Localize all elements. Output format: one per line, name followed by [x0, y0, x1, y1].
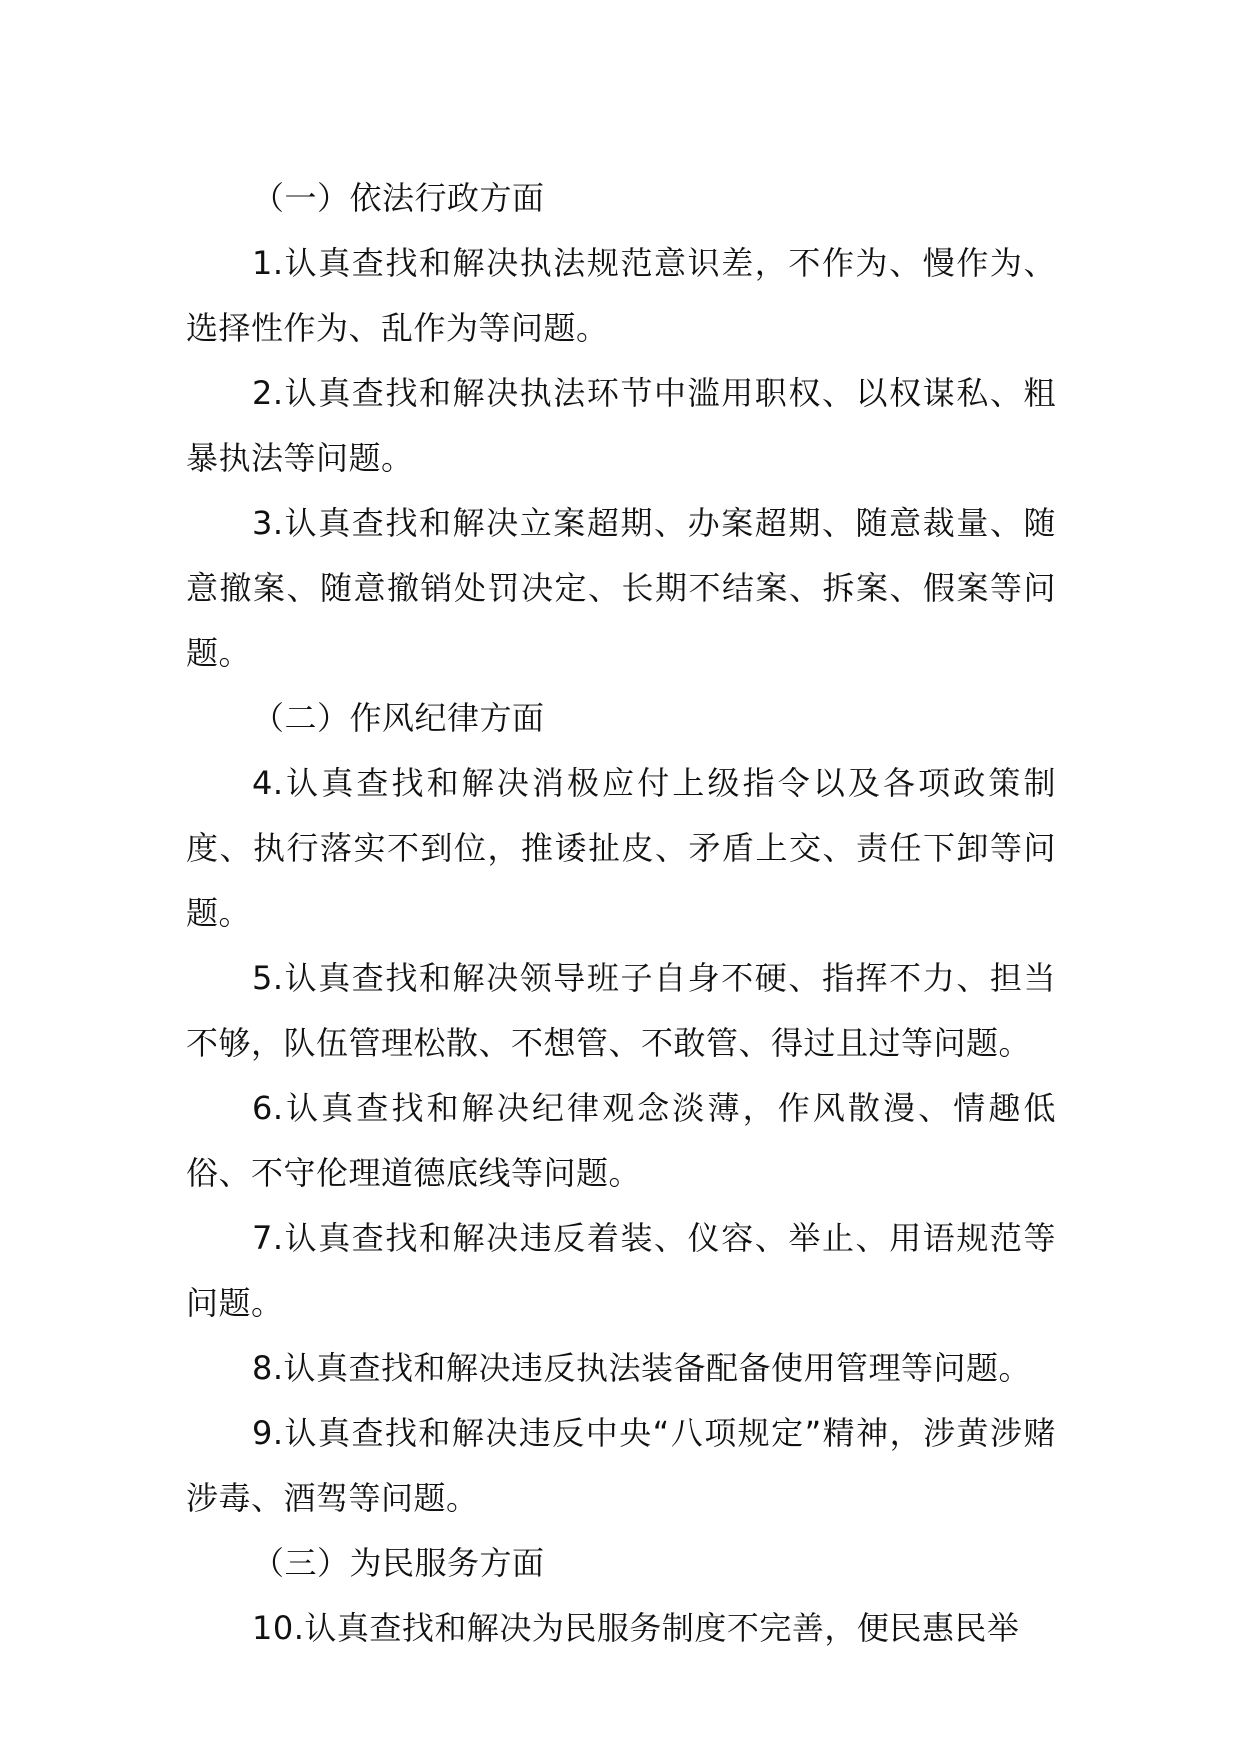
item-5-paragraph: 5.认真查找和解决领导班子自身不硬、指挥不力、担当不够，队伍管理松散、不想管、不敢管、得过且过等问题。 — [186, 959, 1056, 1062]
item-1-paragraph: 1.认真查找和解决执法规范意识差，不作为、慢作为、选择性作为、乱作为等问题。 — [186, 244, 1056, 347]
section-heading-service: （三）为民服务方面 — [252, 1544, 545, 1582]
section-heading-discipline: （二）作风纪律方面 — [252, 699, 545, 737]
item-4-paragraph: 4.认真查找和解决消极应付上级指令以及各项政策制度、执行落实不到位，推诿扯皮、矛盾上交、责任下卸等问题。 — [186, 764, 1056, 932]
item-10-paragraph: 10.认真查找和解决为民服务制度不完善，便民惠民举 — [252, 1609, 1020, 1647]
section-heading-administration: （一）依法行政方面 — [252, 179, 545, 217]
document-body — [186, 166, 1056, 1661]
item-7-paragraph: 7.认真查找和解决违反着装、仪容、举止、用语规范等问题。 — [186, 1219, 1056, 1322]
item-9-paragraph: 9.认真查找和解决违反中央“八项规定”精神，涉黄涉赌涉毒、酒驾等问题。 — [186, 1414, 1056, 1517]
item-6-paragraph: 6.认真查找和解决纪律观念淡薄，作风散漫、情趣低俗、不守伦理道德底线等问题。 — [186, 1089, 1056, 1192]
item-2-paragraph: 2.认真查找和解决执法环节中滥用职权、以权谋私、粗暴执法等问题。 — [186, 374, 1056, 477]
item-8-paragraph: 8.认真查找和解决违反执法装备配备使用管理等问题。 — [252, 1349, 1032, 1387]
item-3-paragraph: 3.认真查找和解决立案超期、办案超期、随意裁量、随意撤案、随意撤销处罚决定、长期不结案、拆案、假案等问题。 — [186, 504, 1056, 672]
